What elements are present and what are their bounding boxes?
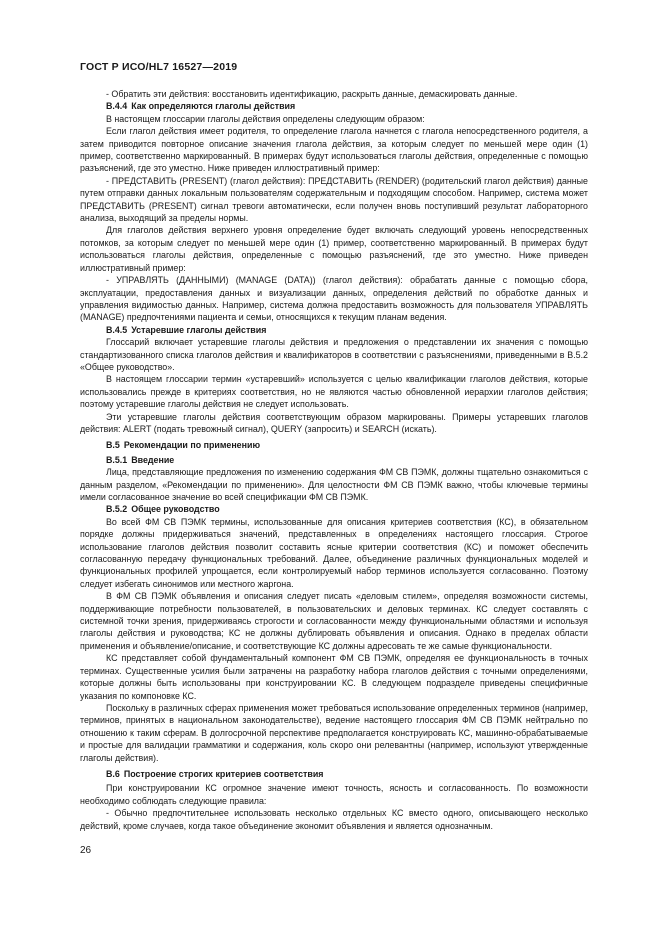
section-title: Устаревшие глаголы действия	[131, 324, 267, 335]
subsection-heading	[80, 324, 588, 336]
section-number: B.5.2	[106, 504, 128, 515]
section-number: B.4.5	[106, 324, 128, 335]
subsection-heading	[80, 100, 588, 112]
paragraph: Если глагол действия имеет родителя, то определение глагола начнется с глагола непосредственного родителя, а затем приводится повторное описание значения глагола действия, за которым следует по меньшей мере один (1) пример, соответственно маркированный. В примерах будут использоваться глаголы действия, определенные с помощью разъяснений, где это уместно. Ниже приведен иллюстративный пример:	[80, 126, 588, 174]
paragraph: Поскольку в различных сферах применения может требоваться использование определенных терминов (например, терминов, принятых в национальном законодательстве), ведение настоящего глоссария ФМ СВ ПЭМК нейтрально по отношению к таким сферам. В долгосрочной перспективе предполагается конструировать КС, машинно-обрабатываемые и простые для валидации грамматики и содержания, коль скоро они релевантны (например, используют утвержденные глаголы действия).	[80, 702, 588, 763]
paragraph: Во всей ФМ СВ ПЭМК термины, использованные для описания критериев соответствия (КС), в обязательном порядке должны придерживаться значений, представленных в определениях настоящего глоссария. Строгое использование глаголов действия позволит составить ясные критерии соответствия (КС) и поможет обеспечить согласованную передачу функциональных требований. Далее, объединение различных функциональных моделей и функциональных профилей упрощается, если контролируемый набор терминов используется согласованно. Поэтому следует избегать синонимов или местного жаргона.	[80, 516, 588, 589]
document-body	[80, 88, 588, 832]
page-number: 26	[80, 845, 92, 856]
section-heading	[80, 768, 588, 780]
paragraph: - УПРАВЛЯТЬ (ДАННЫМИ) (MANAGE (DATA)) (глагол действия): обрабатать данные с помощью сбора, эксплуатации, предоставления данных и визуализации данных, определения действий по обработке данных и управления видимостью данных. Например, система должна предоставить возможность для пользователя УПРАВЛЯТЬ (MANAGE) предпочтениями пациента и семьи, относящихся к текущим планам ведения.	[80, 275, 588, 323]
section-number: B.5	[106, 440, 120, 451]
section-number: B.5.1	[106, 454, 128, 465]
section-title: Общее руководство	[131, 504, 220, 515]
paragraph: В ФМ СВ ПЭМК объявления и описания следует писать «деловым стилем», определяя возможности системы, поддерживающие потребности пользователей, в пользовательских и деловых терминах. КС следует составлять с системной точки зрения, придерживаясь строгости и согласованности между функциональными областями и используя глаголы действия и руководства; КС не должны дублировать объявления и описания. Однако в пределах области применения и объявление/описание, и соответствующие КС должны адресовать те же самые функциональности.	[80, 591, 588, 651]
section-title: Введение	[131, 454, 175, 465]
paragraph: - ПРЕДСТАВИТЬ (PRESENT) (глагол действия): ПРЕДСТАВИТЬ (RENDER) (родительский глагол действия) данные путем отправки данных локальным пользователям содержательным и подходящим способом. Например, система может ПРЕДСТАВИТЬ (PRESENT) сигнал тревоги автоматически, если получен вновь поступивший результат лабораторного анализа, выходящий за пределы нормы.	[80, 175, 588, 224]
paragraph: В настоящем глоссарии глаголы действия определены следующим образом:	[106, 113, 425, 124]
paragraph: Для глаголов действия верхнего уровня определение будет включать следующий уровень непосредственных потомков, за которым следует по меньшей мере один (1) пример, соответственно маркированный. В примерах будут использоваться глаголы действия, определенные с помощью разъяснений, где это уместно. Ниже приведен иллюстративный пример:	[80, 225, 588, 273]
paragraph: - Обычно предпочтительнее использовать несколько отдельных КС вместо одного, описывающего несколько действий, кроме случаев, когда такое объединение экономит объявления и является однозначным.	[80, 808, 588, 831]
subsection-heading	[80, 503, 588, 515]
paragraph: В настоящем глоссарии термин «устаревший» используется с целью квалификации глаголов действия, которые использовались прежде в критериях соответствия, но не являются частью обновленной иерархии глаголов действия; поэтому устаревшие глаголы действия не следует использовать.	[80, 374, 588, 410]
paragraph: КС представляет собой фундаментальный компонент ФМ СВ ПЭМК, определяя ее функциональность в точных терминах. Существенные усилия были затрачены на разработку набора глаголов действия с точными определениями, которые должны быть использованы при конструировании КС. В следующем подразделе приведены специфичные указания по компоновке КС.	[80, 653, 588, 701]
subsection-heading	[80, 454, 588, 466]
section-title: Построение строгих критериев соответствия	[123, 768, 324, 779]
paragraph: Эти устаревшие глаголы действия соответствующим образом маркированы. Примеры устаревших глаголов действия: ALERT (подать тревожный сигнал), QUERY (запросить) и SEARCH (искать).	[80, 411, 588, 434]
paragraph: Лица, представляющие предложения по изменению содержания ФМ СВ ПЭМК, должны тщательно ознакомиться с данным разделом, «Рекомендации по применению». Для целостности ФМ СВ ПЭМК важно, чтобы ключевые термины имели согласованное значение во всей спецификации ФМ СВ ПЭМК.	[80, 467, 588, 502]
section-number: B.4.4	[106, 101, 128, 112]
section-number: B.6	[106, 768, 120, 779]
paragraph: - Обратить эти действия: восстановить идентификацию, раскрыть данные, демаскировать данные.	[106, 89, 518, 99]
section-heading	[80, 439, 588, 451]
paragraph: При конструировании КС огромное значение имеют точность, ясность и согласованность. По возможности необходимо соблюдать следующие правила:	[80, 783, 588, 806]
document-header: ГОСТ Р ИСО/HL7 16527—2019	[80, 61, 238, 73]
section-title: Как определяются глаголы действия	[131, 101, 296, 112]
paragraph: Глоссарий включает устаревшие глаголы действия и предложения о представлении их значения с помощью стандартизованного списка глаголов действия и квалификаторов в соответствии с разъяснениями, приведенными в B.5.2 «Общее руководство».	[80, 337, 588, 372]
section-title: Рекомендации по применению	[123, 440, 261, 451]
